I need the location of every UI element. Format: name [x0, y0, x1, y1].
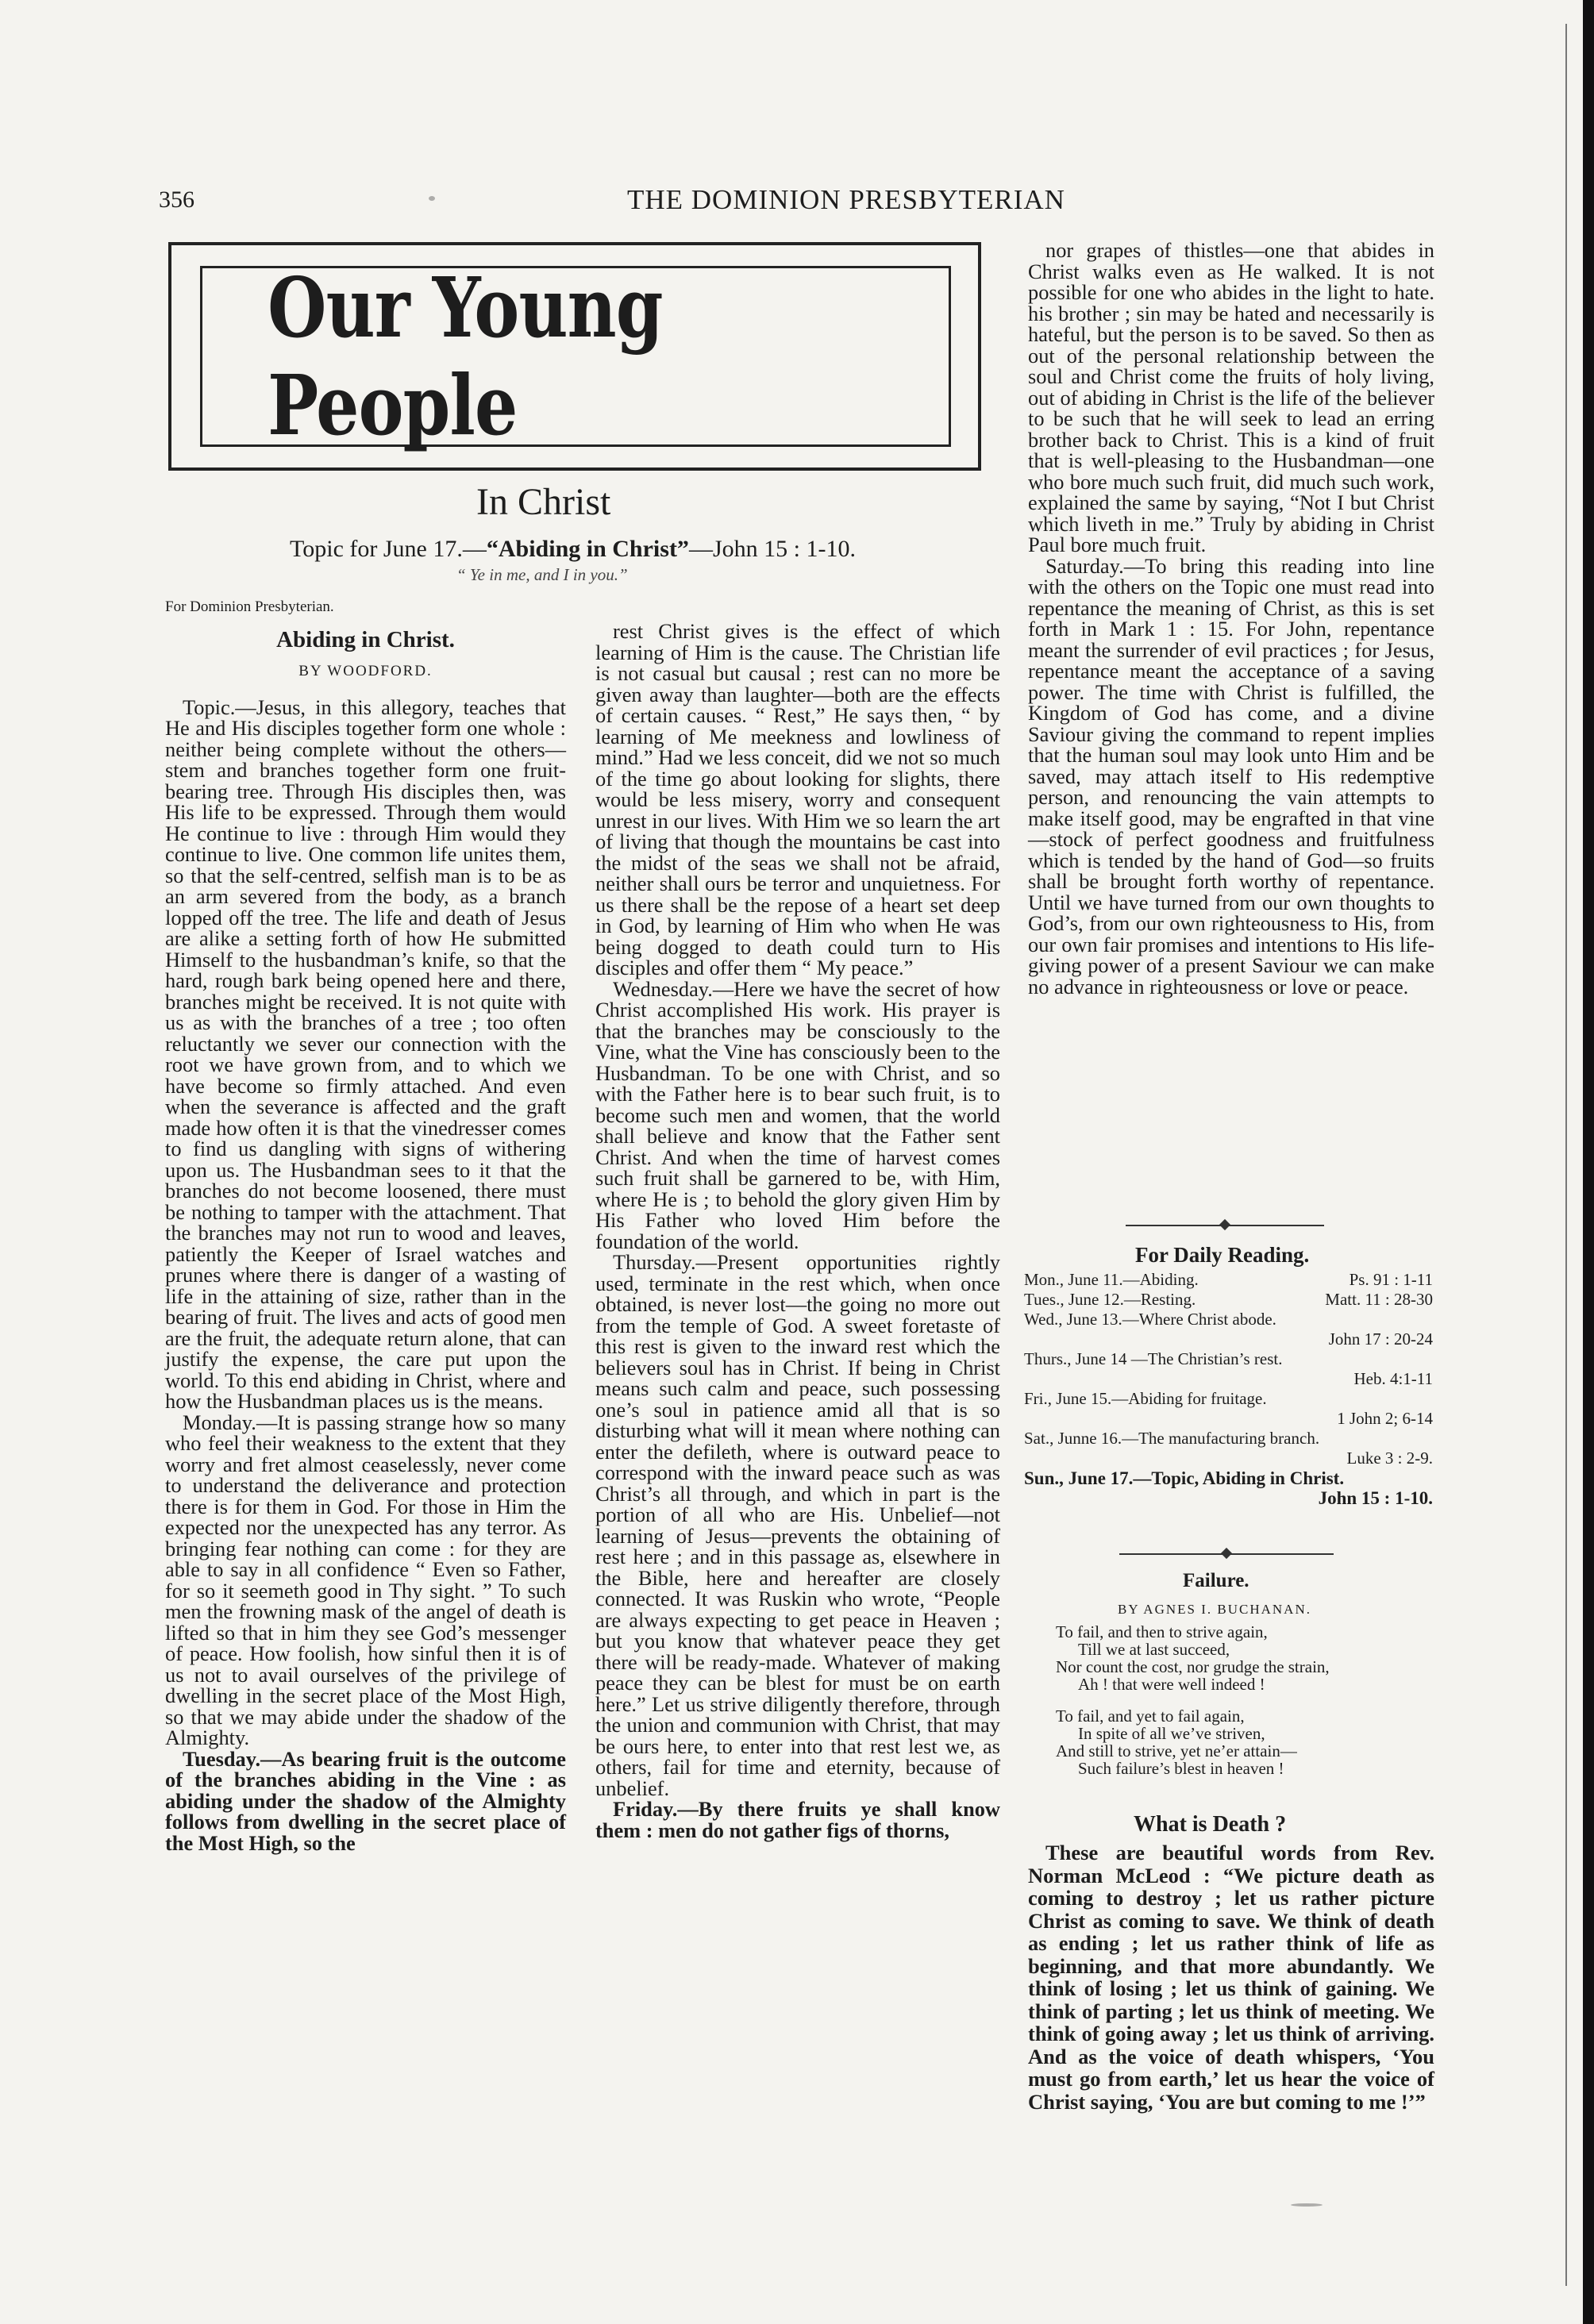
death-paragraph: These are beautiful words from Rev. Norman McLeod : “We picture death as coming to destroy ; let us rather picture Christ as coming to save. We think of death as ending ; let us rather think of life as beginning, and that more abundantly. We think of losing ; let us think of gaining. We think of parting ; let us think of meeting. We think of going away ; let us think of arriving. And as the voice of death whispers, ‘You must go from earth,’ let us hear the voice of Christ saying, ‘You are but coming to me !’” — [1028, 1841, 1434, 2114]
epigraph: “ Ye in me, and I in you.” — [456, 565, 628, 584]
poem-line: Till we at last succeed, — [1078, 1640, 1230, 1659]
poem-line: In spite of all we’ve striven, — [1078, 1724, 1265, 1743]
article-column-2 — [595, 621, 1000, 1841]
reading-day: Sun., June 17.—Topic, Abiding in Christ. — [1024, 1468, 1345, 1488]
running-head: THE DOMINION PRESBYTERIAN — [627, 184, 1065, 215]
reading-row — [1024, 1290, 1433, 1310]
article-byline: BY WOODFORD. — [298, 663, 433, 679]
ornament-rule — [1119, 1553, 1334, 1555]
paragraph-topic: Topic.—Jesus, in this allegory, teaches that He and His disciples together form one whole : neither being complete without the others—stem and branches together form one fruit-bearing tree. Through His disciples then, was His life to be expressed. Through them would He continue to live : through Him would they continue to live. One common life unites them, so that the self-centred, selfish man is to be as an arm severed from the body, as a branch lopped off the tree. The life and death of Jesus are alike a setting forth of how He submitted Himself to the husbandman’s knife, so that the hard, rough bark being opened here and there, branches might be received. It is not quite with us as with the branches of a tree ; too often reluctantly we sever our connection with the root we have grown from, and to which we have become so firmly attached. And even when the severance is affected and the graft made how often it is that the vinedresser comes to find us dangling with signs of withering upon us. The Husbandman sees to it that the branches do not become loosened, there must be nothing to tamper with the attachment. That the branches may not run to wood and leaves, patiently the Keeper of Israel watches and prunes where there is danger of a wasting of life in the attaining of size, rather than in the bearing of fruit. The lives and acts of good men are the fruit, the adequate return alone, that can justify the expense, the care put upon the world. To this end abiding in Christ, where and how the Husbandman places us is the means. — [165, 695, 566, 1413]
paragraph-monday: Monday.—It is passing strange how so many who feel their weakness to the extent that they worry and fret almost ceaselessly, never come to understand the deliverance and protection there is for them in God. For those in Him the expected nor the unexpected has any terror. As bringing fear nothing can come : for they are able to say in all confidence “ Even so Father, for so it seemeth good in Thy sight. ” To such men the frowning mask of the angel of death is lifted so that in him they see God’s messenger of peace. How foolish, how sinful then it is of us not to avail ourselves of the privilege of dwelling in the secret place of the Most High, so that we may abide under the shadow of the Almighty. — [165, 1410, 566, 1749]
reading-row — [1024, 1310, 1433, 1329]
reading-row — [1024, 1389, 1433, 1409]
reading-ref: John 17 : 20-24 — [1328, 1329, 1433, 1349]
paragraph-tuesday-cont: rest Christ gives is the effect of which learning of Him is the cause. The Christian life is not casual but causal ; rest can no more be given away than laughter—both are the effects of certain causes. “ Rest,” He says then, “ by learning of Me meekness and lowliness of mind.” Had we less conceit, did we not so much of the time go about looking for slights, there would be less misery, worry and consequent unrest in our lives. With Him we so learn the art of living that though the mountains be cast into the midst of the seas we shall not be afraid, neither shall ours be terror and unquietness. For us there shall be the repose of a heart set deep in God, by learning of Him who when He was being dogged to death could turn to His disciples and offer them “ My peace.” — [595, 619, 1000, 979]
topic-prefix: Topic for June 17.— — [290, 536, 487, 562]
paragraph-tuesday: Tuesday.—As bearing fruit is the outcome of the branches abiding in the Vine : as abiding under the shadow of the Almighty follows from dwelling in the secret place of the Most High, so the — [165, 1746, 566, 1855]
scan-smudge — [429, 196, 435, 201]
reading-row-topic — [1024, 1468, 1433, 1488]
poem-line: To fail, and then to strive again, — [1056, 1622, 1268, 1641]
scan-rule — [1565, 24, 1567, 2286]
reading-row-topic — [1024, 1488, 1433, 1508]
daily-reading-list — [1024, 1270, 1433, 1508]
page-number: 356 — [159, 187, 194, 213]
topic-line — [290, 536, 856, 563]
reading-row — [1024, 1349, 1433, 1369]
poem-line: Nor count the cost, nor grudge the strain, — [1056, 1657, 1330, 1676]
topic-reference: —John 15 : 1-10. — [688, 536, 856, 562]
reading-row — [1024, 1329, 1433, 1349]
paragraph-friday-cont: nor grapes of thistles—one that abides in Christ walks even as He walked. It is not possible for one who abides in the light to hate. his brother ; sin may be hated and necessarily is hateful, but the person is to be saved. So then as out of the personal relationship between the soul and Christ come the fruits of holy living, out of abiding in Christ is the life of the believer to be such that he will seek to lead an erring brother back to Christ. This is a kind of fruit that is well-pleasing to the Husbandman—one who bore much such fruit, did much such work, explained the same by saying, “Not I but Christ which liveth in me.” Truly by abiding in Christ Paul bore much fruit. — [1028, 238, 1434, 556]
section-title: In Christ — [476, 481, 611, 523]
poem — [1056, 1623, 1330, 1777]
poem-line: Such failure’s blest in heaven ! — [1078, 1759, 1284, 1778]
reading-ref: Ps. 91 : 1-11 — [1349, 1270, 1433, 1289]
reading-row — [1024, 1409, 1433, 1429]
reading-row — [1024, 1270, 1433, 1290]
death-title: What is Death ? — [1134, 1812, 1287, 1837]
reading-ref: John 15 : 1-10. — [1318, 1488, 1433, 1508]
scan-edge — [1583, 0, 1594, 2324]
reading-row — [1024, 1369, 1433, 1389]
reading-day: Tues., June 12.—Resting. — [1024, 1290, 1196, 1309]
ornament-diamond — [1219, 1219, 1230, 1230]
reading-row — [1024, 1449, 1433, 1468]
poem-line: Ah ! that were well indeed ! — [1078, 1675, 1265, 1694]
reading-day: Wed., June 13.—Where Christ abode. — [1024, 1310, 1276, 1329]
ornament-rule — [1126, 1225, 1324, 1226]
article-column-3 — [1028, 240, 1434, 997]
article-column-1 — [165, 597, 566, 1853]
reading-row — [1024, 1429, 1433, 1449]
reading-ref: 1 John 2; 6-14 — [1337, 1409, 1433, 1428]
reading-ref: Matt. 11 : 28-30 — [1325, 1290, 1433, 1309]
death-body — [1028, 1841, 1434, 2113]
reading-day: Mon., June 11.—Abiding. — [1024, 1270, 1199, 1289]
reading-day: Fri., June 15.—Abiding for fruitage. — [1024, 1389, 1267, 1408]
daily-reading-title: For Daily Reading. — [1135, 1243, 1310, 1267]
paragraph-friday: Friday.—By there fruits ye shall know them : men do not gather figs of thorns, — [595, 1797, 1000, 1842]
reading-day: Thurs., June 14 —The Christian’s rest. — [1024, 1349, 1283, 1368]
reading-day: Sat., Junne 16.—The manufacturing branch. — [1024, 1429, 1320, 1448]
banner-title: Our Young People — [268, 259, 663, 454]
paragraph-thursday: Thursday.—Present opportunities rightly used, terminate in the rest which, when once obtained, is never lost—the going no more out from the temple of God. A sweet foretaste of this rest is given to the inward rest which the believers soul has in Christ. If being in Christ means such calm and peace, such possessing one’s soul in patience amid all that is so disturbing what will it mean where nothing can enter the defileth, where is outward peace to correspond with the inward peace such as was Christ’s all through, and which in part is the portion of all who are His. Unbelief—not learning of Jesus—prevents the obtaining of rest here ; and in this passage as, elsewhere in the Bible, here and hereafter are closely connected. It was Ruskin who wrote, “People are always expecting to get peace in Heaven ; but you know that whatever peace they get there will be ready-made. Whatever of making peace they can be blest for must be on earth here.” Let us strive diligently therefore, through the union and communion with Christ, that may be ours here, to enter into that rest lest we, as others, fail for time and eternity, because of unbelief. — [595, 1250, 1000, 1800]
stanza-break — [1056, 1693, 1330, 1707]
paragraph-wednesday: Wednesday.—Here we have the secret of how Christ accomplished His work. His prayer is that the branches may be consciously to the Vine, what the Vine has consciously been to the Husbandman. To be one with Christ, and so with the Father here is to bear such fruit, is to become such men and women, that the world shall believe and know that the Father sent Christ. And when the time of harvest comes such fruit shall be garnered to be, with Him, where He is ; to behold the glory given Him by His Father who loved Him before the foundation of the world. — [595, 976, 1000, 1253]
reading-ref: Heb. 4:1-11 — [1353, 1369, 1433, 1388]
paragraph-saturday: Saturday.—To bring this reading into line with the others on the Topic one must read into repentance the meaning of Christ, as this is set forth in Mark 1 : 15. For John, repentance meant the surrender of evil practices ; for Jesus, repentance meant the acceptance of a saving power. The time with Christ is fulfilled, the Kingdom of God has come, and a divine Saviour giving the command to repent implies that the human soul may look unto Him and be saved, may attach itself to His redemptive person, and renouncing the vain attempts to make itself good, may be engrafted in that vine—stock of perfect goodness and fruitfulness which is tended by the hand of God—so fruits shall be brought forth worthy of repentance. Until we have turned from our own thoughts to God’s, from our own righteousness to His, from our own fair promises and intentions to His life-giving power of a present Saviour we can make no advance in righteousness or love or peace. — [1028, 553, 1434, 998]
poem-line: And still to strive, yet ne’er attain— — [1056, 1741, 1297, 1760]
topic-name: “Abiding in Christ” — [486, 536, 689, 562]
poem-title: Failure. — [1183, 1570, 1249, 1591]
poem-byline: BY AGNES I. BUCHANAN. — [1118, 1602, 1311, 1617]
article-title: Abiding in Christ. — [276, 626, 455, 652]
scan-smudge — [1291, 2203, 1323, 2207]
article-credit: For Dominion Presbyterian. — [165, 598, 334, 615]
poem-line: To fail, and yet to fail again, — [1056, 1706, 1245, 1726]
reading-ref: Luke 3 : 2-9. — [1346, 1449, 1433, 1468]
ornament-diamond — [1221, 1548, 1232, 1559]
